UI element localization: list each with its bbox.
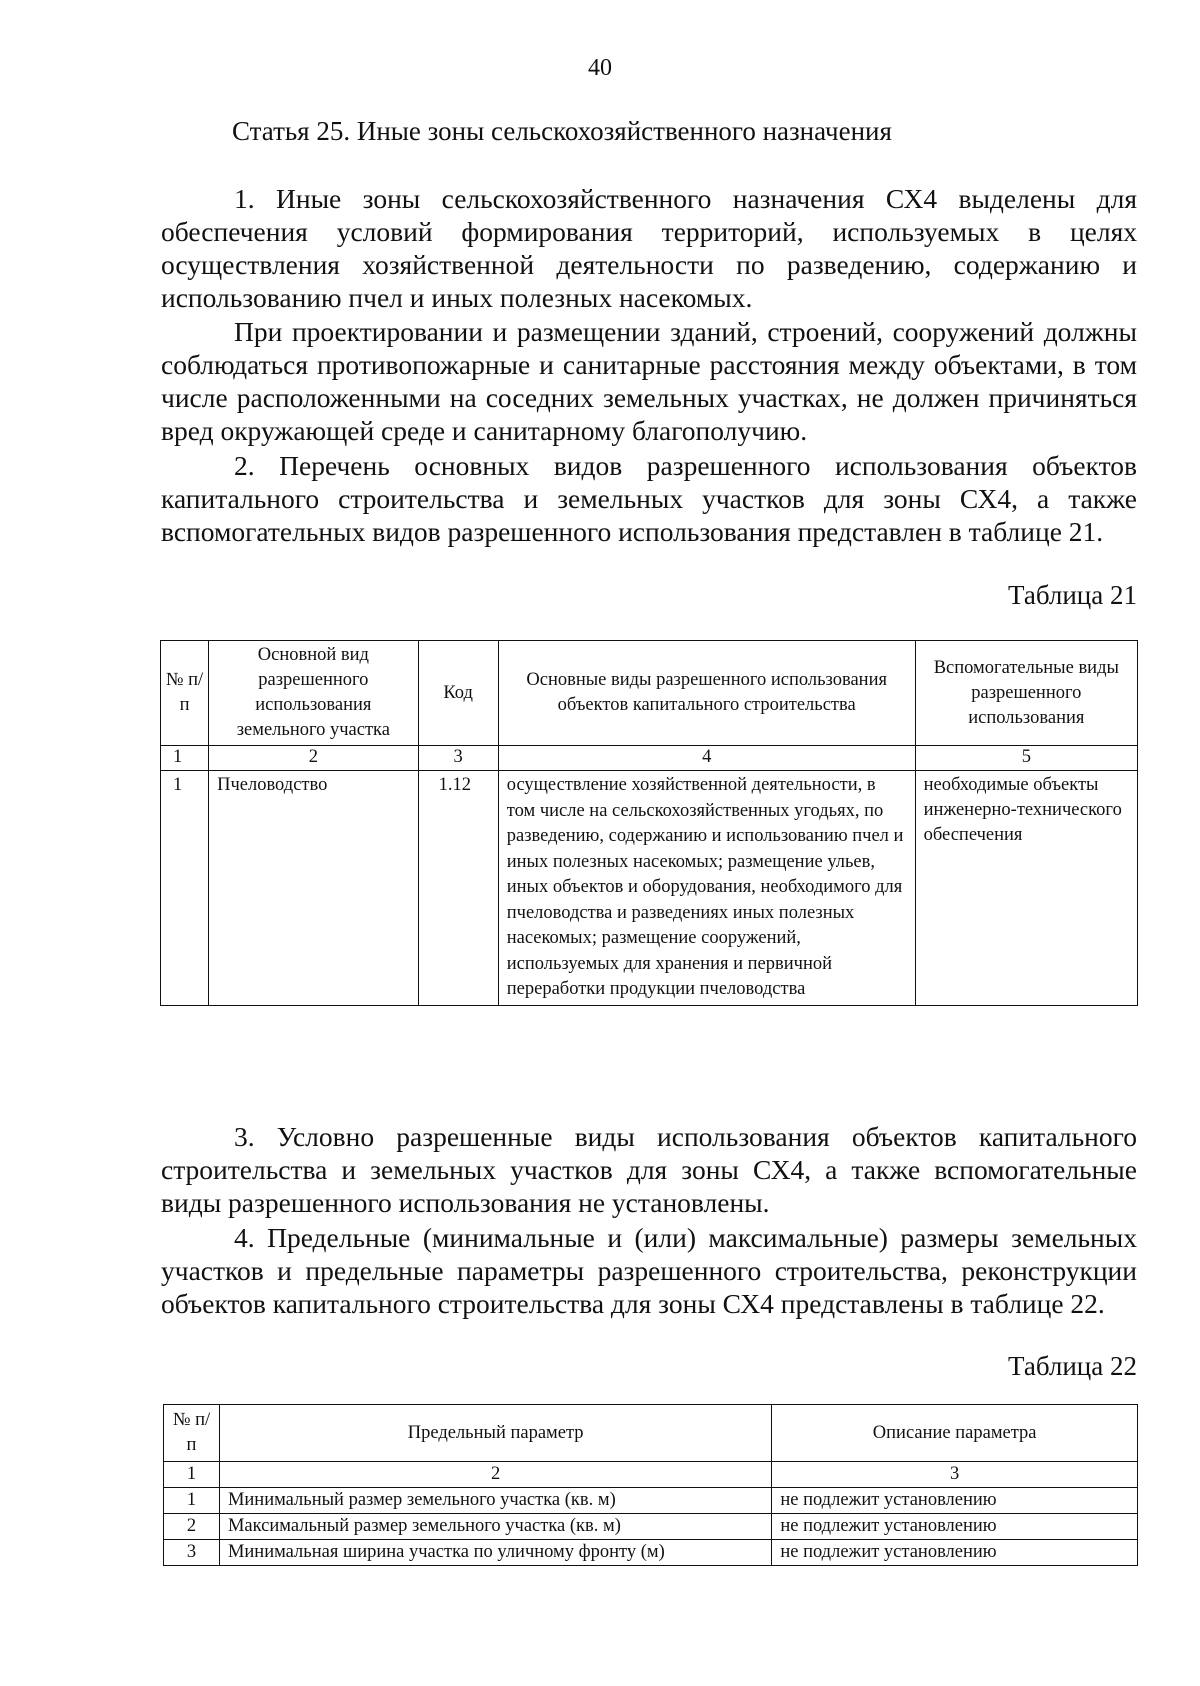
table-21-header-num: № п/п: [161, 641, 209, 746]
table-22-colnum-1: 1: [164, 1462, 220, 1488]
table-22-cell-param: Минимальная ширина участка по уличному фронту (м): [219, 1540, 771, 1566]
table-22-header-row: [164, 1405, 1138, 1462]
table-22-cell-param: Минимальный размер земельного участка (кв. м): [219, 1488, 771, 1514]
page-number: 40: [588, 55, 612, 81]
table-21-header-row: [161, 641, 1138, 746]
table-22-caption: Таблица 22: [1008, 1351, 1137, 1381]
table-21-caption: Таблица 21: [1008, 580, 1137, 610]
table-21-colnum-5: 5: [915, 746, 1137, 771]
table-22-cell-value: не подлежит установлению: [772, 1514, 1138, 1540]
table-21-header-description: Основные виды разрешенного использования объектов капитального строительства: [498, 641, 915, 746]
paragraph-2: При проектировании и размещении зданий, строений, сооружений должны соблюдаться противопожарные и санитарные расстояния между объектами, в том числе расположенными на соседних земельных участках, не должен причиняться вред окружающей среде и санитарному благополучию.: [161, 316, 1137, 446]
table-21: [160, 640, 1138, 1006]
paragraph-4: 3. Условно разрешенные виды использования объектов капитального строительства и земельных участков для зоны СХ4, а также вспомогательные виды разрешенного использования не установлены.: [161, 1121, 1137, 1218]
table-22-colnum-2: 2: [219, 1462, 771, 1488]
table-21-colnum-1: 1: [161, 746, 209, 771]
table-21-header-code: Код: [418, 641, 498, 746]
table-21-cell-description: осуществление хозяйственной деятельности, в том числе на сельскохозяйственных угодьях, по разведению, содержанию и использованию пчел и иных полезных насекомых; размещение ульев, иных объектов и оборудования, необходимого для пчеловодства и разведениях иных полезных насекомых; размещение сооружений, используемых для хранения и первичной переработки продукции пчеловодства: [498, 771, 915, 1006]
table-22-header-num: № п/п: [164, 1405, 220, 1462]
paragraph-3: 2. Перечень основных видов разрешенного использования объектов капитального строительства и земельных участков для зоны СХ4, а также вспомогательных видов разрешенного использования представлен в таблице 21.: [161, 450, 1137, 547]
table-21-column-numbers: [161, 746, 1138, 771]
table-22-cell-param: Максимальный размер земельного участка (кв. м): [219, 1514, 771, 1540]
table-row: [161, 771, 1138, 1006]
paragraph-5: 4. Предельные (минимальные и (или) максимальные) размеры земельных участков и предельные параметры разрешенного строительства, реконструкции объектов капитального строительства для зоны СХ4 представлены в таблице 22.: [161, 1222, 1137, 1319]
table-21-colnum-3: 3: [418, 746, 498, 771]
table-row: [164, 1488, 1138, 1514]
table-21-colnum-4: 4: [498, 746, 915, 771]
table-21-header-kind: Основной вид разрешенного использования земельного участка: [209, 641, 419, 746]
paragraph-1: 1. Иные зоны сельскохозяйственного назначения СХ4 выделены для обеспечения условий формирования территорий, используемых в целях осуществления хозяйственной деятельности по разведению, содержанию и использованию пчел и иных полезных насекомых.: [161, 183, 1137, 313]
table-21-cell-code: 1.12: [418, 771, 498, 1006]
table-21-header-auxiliary: Вспомогательные виды разрешенного использования: [915, 641, 1137, 746]
table-22-header-value: Описание параметра: [772, 1405, 1138, 1462]
table-22: [163, 1404, 1138, 1566]
table-row: [164, 1514, 1138, 1540]
table-22-header-param: Предельный параметр: [219, 1405, 771, 1462]
table-22-cell-num: 3: [164, 1540, 220, 1566]
table-22-colnum-3: 3: [772, 1462, 1138, 1488]
table-22-cell-value: не подлежит установлению: [772, 1540, 1138, 1566]
table-21-cell-num: 1: [161, 771, 209, 1006]
article-title: Статья 25. Иные зоны сельскохозяйственного назначения: [232, 116, 892, 146]
table-21-colnum-2: 2: [209, 746, 419, 771]
table-21-cell-kind: Пчеловодство: [209, 771, 419, 1006]
table-row: [164, 1540, 1138, 1566]
table-22-cell-num: 1: [164, 1488, 220, 1514]
table-22-column-numbers: [164, 1462, 1138, 1488]
table-22-cell-num: 2: [164, 1514, 220, 1540]
table-22-cell-value: не подлежит установлению: [772, 1488, 1138, 1514]
table-21-cell-auxiliary: необходимые объекты инженерно-технического обеспечения: [915, 771, 1137, 1006]
